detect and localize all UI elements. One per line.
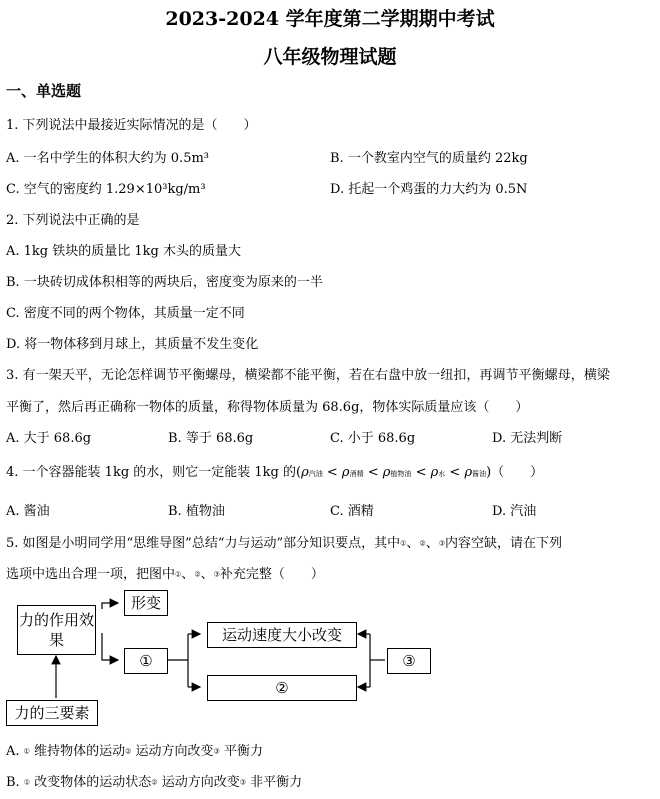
blank-box-3: ③	[387, 648, 431, 674]
q1-stem: 1. 下列说法中最接近实际情况的是（ ）	[6, 118, 257, 133]
rho-symbol: ρ	[382, 465, 391, 480]
q5-stem-line1	[6, 532, 562, 551]
rho-sub-soy-sauce: 酱油	[472, 470, 487, 478]
q2-option-b[interactable]: B. 一块砖切成体积相等的两块后，密度变为原来的一半	[6, 275, 323, 290]
separator: 、	[200, 567, 214, 582]
circle-3: ③	[239, 778, 246, 787]
circle-2: ②	[419, 539, 426, 548]
q3-option-b[interactable]: B. 等于 68.6g	[168, 431, 254, 446]
q4-stem	[6, 461, 543, 480]
q2-stem: 2. 下列说法中正确的是	[6, 213, 140, 228]
circle-1: ①	[23, 747, 30, 756]
less-than: <	[415, 465, 427, 480]
q5-stem-pre: 5. 如图是小明同学用“思维导图”总结“力与运动”部分知识要点，其中	[6, 536, 401, 551]
mind-map-connectors	[0, 585, 660, 725]
q4-option-d[interactable]: D. 汽油	[492, 504, 537, 519]
circle-3: ③	[213, 747, 220, 756]
deform-box: 形变	[124, 590, 168, 616]
q5-stem-post: 内容空缺，请在下列	[445, 536, 563, 551]
q2-option-c[interactable]: C. 密度不同的两个物体，其质量一定不同	[6, 306, 245, 321]
circle-1: ①	[23, 778, 31, 787]
speed-change-box: 运动速度大小改变	[207, 622, 357, 648]
rho-sub-water: 水	[438, 470, 446, 478]
blank-box-2: ②	[207, 675, 357, 701]
q4-option-c[interactable]: C. 酒精	[330, 504, 374, 519]
q5-b-part2: 运动方向改变	[161, 775, 240, 790]
circle-1: ①	[175, 570, 182, 579]
q3-stem-line1: 3. 有一架天平，无论怎样调节平衡螺母，横梁都不能平衡，若在右盘中放一纽扣，再调节平衡螺母，横梁	[6, 368, 610, 383]
option-letter: A.	[6, 744, 24, 759]
circle-2: ②	[194, 570, 201, 579]
option-letter: B.	[6, 775, 24, 790]
three-elements-box: 力的三要素	[6, 700, 98, 726]
q4-stem-post: )（ ）	[486, 465, 544, 480]
q5-a-part3: 平衡力	[223, 744, 263, 759]
q5-option-a[interactable]	[6, 740, 263, 759]
separator: 、	[181, 567, 195, 582]
q1-option-c[interactable]: C. 空气的密度约 1.29×10³kg/m³	[6, 182, 206, 197]
exam-title: 2023-2024 学年度第二学期期中考试	[165, 8, 495, 30]
effect-box: 力的作用效果	[17, 605, 96, 655]
circle-3: ③	[438, 539, 445, 548]
q5-b-part1: 改变物体的运动状态	[34, 775, 152, 790]
less-than: <	[367, 465, 379, 480]
separator: 、	[425, 536, 439, 551]
blank-box-1: ①	[124, 648, 168, 674]
q3-option-a[interactable]: A. 大于 68.6g	[6, 431, 92, 446]
q2-option-a[interactable]: A. 1kg 铁块的质量比 1kg 木头的质量大	[6, 244, 241, 259]
circle-2: ②	[151, 778, 158, 787]
q5-stem2-post: 补充完整（ ）	[219, 567, 324, 582]
separator: 、	[406, 536, 420, 551]
q5-stem2-pre: 选项中选出合理一项，把图中	[6, 567, 176, 582]
rho-symbol: ρ	[464, 465, 473, 480]
q5-a-part1: 维持物体的运动	[34, 744, 126, 759]
circle-1: ①	[400, 539, 407, 548]
q3-option-d[interactable]: D. 无法判断	[492, 431, 563, 446]
q1-option-b[interactable]: B. 一个教室内空气的质量约 22kg	[330, 151, 528, 166]
rho-symbol: ρ	[430, 465, 439, 480]
q4-stem-pre: 4. 一个容器能装 1kg 的水，则它一定能装 1kg 的(	[6, 465, 302, 480]
rho-sub-alcohol: 酒精	[349, 470, 364, 478]
rho-symbol: ρ	[301, 465, 309, 480]
exam-subtitle: 八年级物理试题	[263, 46, 397, 68]
rho-sub-gasoline: 汽油	[308, 470, 323, 478]
q4-option-a[interactable]: A. 酱油	[6, 504, 50, 519]
less-than: <	[449, 465, 461, 480]
rho-sub-vegetable-oil: 植物油	[390, 470, 412, 478]
less-than: <	[326, 465, 338, 480]
q5-a-part2: 运动方向改变	[135, 744, 214, 759]
q5-stem-line2	[6, 563, 324, 582]
q1-option-d[interactable]: D. 托起一个鸡蛋的力大约为 0.5N	[330, 182, 528, 197]
q1-option-a[interactable]: A. 一名中学生的体积大约为 0.5m³	[6, 151, 209, 166]
section-heading: 一、单选题	[6, 82, 82, 100]
q3-option-c[interactable]: C. 小于 68.6g	[330, 431, 416, 446]
q5-b-part3: 非平衡力	[250, 775, 303, 790]
q5-option-b[interactable]	[6, 771, 302, 790]
q4-option-b[interactable]: B. 植物油	[168, 504, 225, 519]
q2-option-d[interactable]: D. 将一物体移到月球上，其质量不发生变化	[6, 337, 259, 352]
q3-stem-line2: 平衡了，然后再正确称一物体的质量，称得物体质量为 68.6g，物体实际质量应该（ ）	[6, 400, 529, 415]
rho-symbol: ρ	[341, 465, 350, 480]
circle-3: ③	[213, 570, 220, 579]
circle-2: ②	[125, 747, 132, 756]
